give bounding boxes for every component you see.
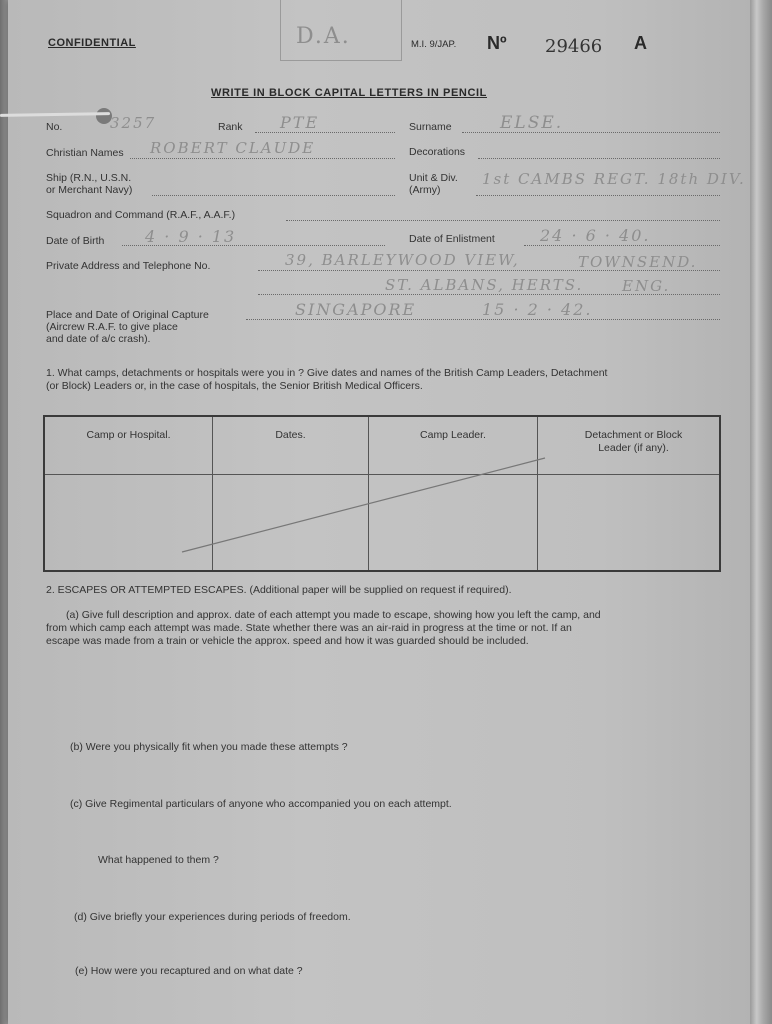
q2a-line1: (a) Give full description and approx. date of each attempt you made to escape, showing how you left the camp, and: [66, 609, 601, 621]
no-label: No.: [46, 121, 63, 133]
surname-value: ELSE.: [500, 113, 564, 133]
dob-label: Date of Birth: [46, 235, 105, 247]
q2-title: 2. ESCAPES OR ATTEMPTED ESCAPES. (Additional paper will be supplied on request if required).: [46, 584, 512, 596]
capture-place: SINGAPORE: [295, 300, 417, 319]
unit-value: 1st CAMBS REGT. 18th DIV.: [482, 170, 746, 188]
q1-text-line2: (or Block) Leaders or, in the case of hospitals, the Senior British Medical Officers.: [46, 380, 423, 392]
col-camp-leader: Camp Leader.: [369, 416, 538, 475]
capture-label-line1: Place and Date of Original Capture: [46, 309, 209, 321]
capture-label-line2: (Aircrew R.A.F. to give place: [46, 321, 178, 333]
form-number: 29466: [545, 36, 603, 57]
form-series: A: [634, 33, 647, 53]
decorations-label: Decorations: [409, 146, 466, 158]
address-line1: 39, BARLEYWOOD VIEW,: [285, 251, 520, 269]
capture-label-line3: and date of a/c crash).: [46, 333, 151, 345]
q2b-text: (b) Were you physically fit when you made these attempts ?: [70, 741, 348, 753]
ship-label-line2: or Merchant Navy): [46, 184, 133, 196]
col-camp: Camp or Hospital.: [44, 416, 213, 475]
col-detachment-leader: Detachment or Block Leader (if any).: [538, 416, 721, 475]
diagonal-strike: [182, 458, 545, 552]
q2a-line2: from which camp each attempt was made. State whether there was an air-raid in progress at the time or not. If an: [46, 622, 572, 634]
squadron-label: Squadron and Command (R.A.F., A.A.F.): [46, 209, 236, 221]
enlistment-value: 24 · 6 · 40.: [540, 226, 651, 245]
q2a-line3: escape was made from a train or vehicle the approx. speed and how it was guarded should be included.: [46, 635, 529, 647]
col-dates: Dates.: [213, 416, 369, 475]
ship-label-line1: Ship (R.N., U.S.N.: [46, 172, 132, 184]
number-label: Nº: [487, 33, 507, 53]
q2c-sub-text: What happened to them ?: [98, 854, 219, 866]
address-label: Private Address and Telephone No.: [46, 260, 211, 272]
address-line2: ST. ALBANS, HERTS.: [385, 276, 584, 294]
no-value: 3257: [110, 114, 157, 132]
dob-value: 4 · 9 · 13: [145, 227, 237, 246]
capture-date: 15 · 2 · 42.: [482, 300, 593, 319]
stamp-text: D.A.: [296, 24, 351, 49]
enlistment-label: Date of Enlistment: [409, 233, 495, 245]
rank-label: Rank: [218, 121, 243, 133]
classification-label: CONFIDENTIAL: [48, 37, 136, 49]
surname-label: Surname: [409, 121, 452, 133]
q2e-text: (e) How were you recaptured and on what date ?: [75, 965, 303, 977]
q1-text-line1: 1. What camps, detachments or hospitals were you in ? Give dates and names of the British Camp Leaders, Detachment: [46, 367, 608, 379]
address-line1-town: TOWNSEND.: [578, 253, 698, 271]
q2d-text: (d) Give briefly your experiences during periods of freedom.: [74, 911, 351, 923]
christian-names-label: Christian Names: [46, 147, 124, 159]
reference-code: M.I. 9/JAP.: [411, 39, 457, 50]
unit-label-line2: (Army): [409, 184, 441, 196]
unit-label-line1: Unit & Div.: [409, 172, 458, 184]
christian-names-value: ROBERT CLAUDE: [150, 139, 316, 157]
address-line2-country: ENG.: [622, 277, 671, 295]
q2c-text: (c) Give Regimental particulars of anyone who accompanied you on each attempt.: [70, 798, 452, 810]
rank-value: PTE: [280, 113, 320, 132]
instruction-heading: WRITE IN BLOCK CAPITAL LETTERS IN PENCIL: [211, 87, 487, 99]
